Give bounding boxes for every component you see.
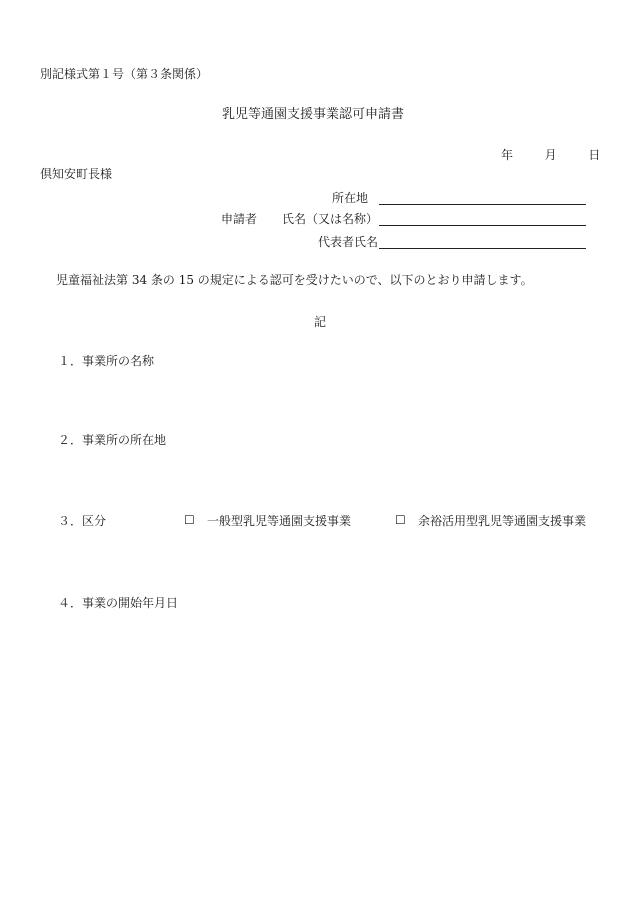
applicant-label: 申請者 [221, 212, 258, 226]
date-month: 月 [544, 148, 557, 162]
item-number: ４． [58, 596, 83, 610]
name-field[interactable] [379, 225, 586, 226]
item-number: １． [58, 354, 83, 368]
address-field[interactable] [379, 204, 586, 205]
item-4 [58, 597, 178, 609]
ki-heading: 記 [314, 315, 327, 329]
form-number: 別記様式第１号（第３条関係） [40, 67, 209, 81]
item-label: 区分 [82, 514, 107, 528]
representative-field[interactable] [379, 248, 586, 249]
application-statement: 児童福祉法第 34 条の 15 の規定による認可を受けたいので、以下のとおり申請します。 [56, 273, 533, 287]
item-1 [58, 355, 154, 367]
date-line [501, 149, 600, 161]
name-label: 氏名（又は名称） [282, 212, 379, 226]
option-surplus-label: 余裕活用型乳児等通園支援事業 [418, 514, 587, 528]
date-day: 日 [588, 148, 601, 162]
checkbox-general[interactable]: ☐ [184, 513, 195, 527]
item-label: 事業の開始年月日 [82, 596, 179, 610]
item-label: 事業所の所在地 [82, 433, 167, 447]
item-number: ２． [58, 433, 83, 447]
checkbox-surplus[interactable]: ☐ [395, 513, 406, 527]
address-label: 所在地 [332, 191, 369, 205]
option-general-label: 一般型乳児等通園支援事業 [207, 514, 352, 528]
document-title: 乳児等通園支援事業認可申請書 [222, 107, 405, 122]
item-label: 事業所の名称 [82, 354, 155, 368]
item-number: ３． [58, 514, 83, 528]
item-3 [58, 515, 106, 527]
addressee: 倶知安町長様 [40, 167, 113, 181]
item-2 [58, 434, 166, 446]
representative-label: 代表者氏名 [318, 235, 379, 249]
date-year: 年 [501, 148, 514, 162]
